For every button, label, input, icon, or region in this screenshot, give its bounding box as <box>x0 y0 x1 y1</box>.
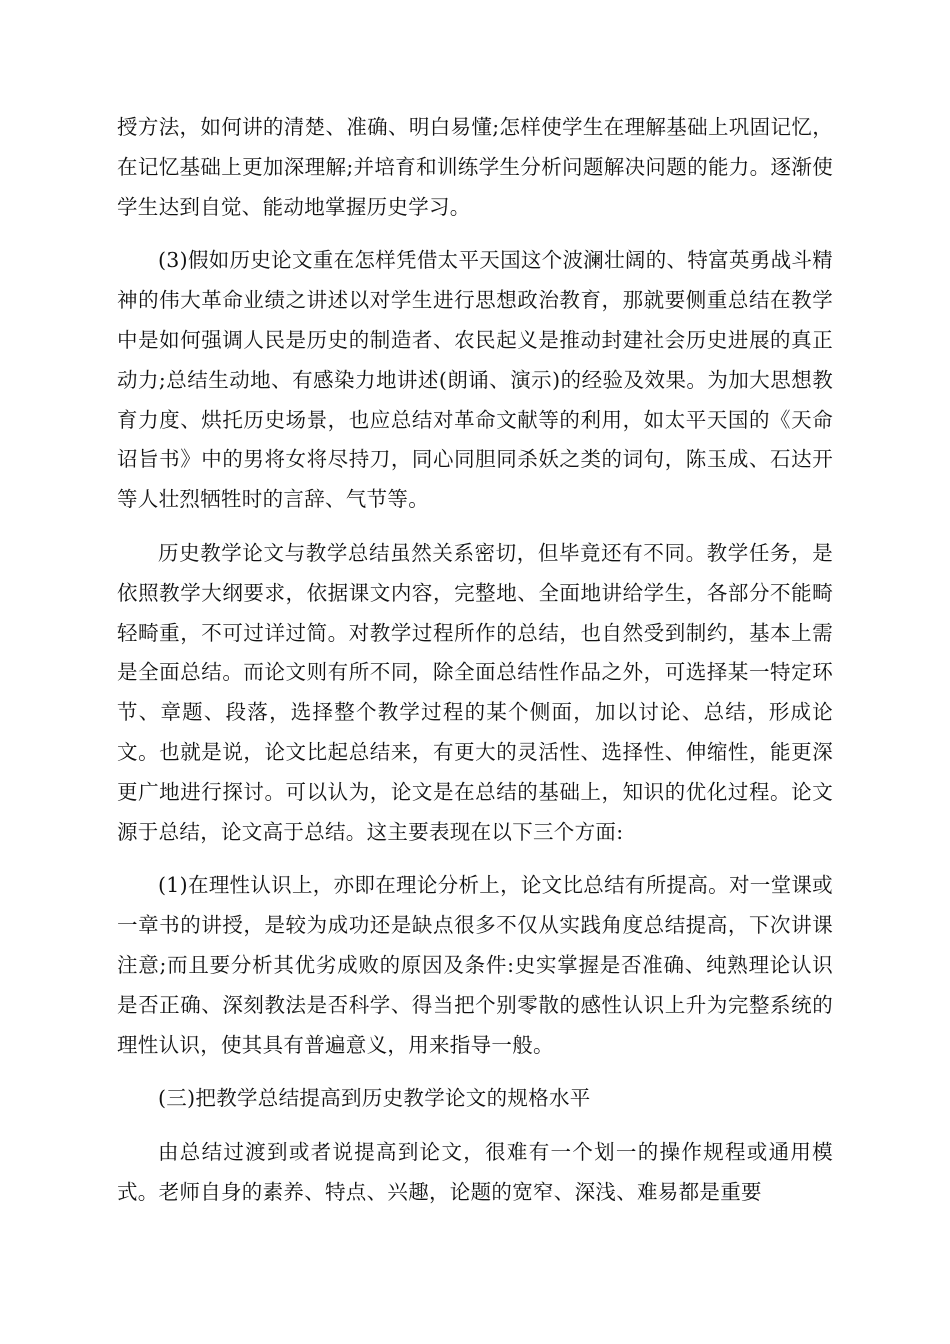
paragraph-transition: 由总结过渡到或者说提高到论文，很难有一个划一的操作规程或通用模式。老师自身的素养、特点、兴趣，论题的宽窄、深浅、难易都是重要 <box>117 1140 833 1204</box>
paragraph-teaching-methods: 授方法，如何讲的清楚、准确、明白易懂;怎样使学生在理解基础上巩固记忆，在记忆基础上更加深理解;并培育和训练学生分析问题解决问题的能力。逐渐使学生达到自觉、能动地掌握历史学习。 <box>117 115 833 219</box>
paragraph-point-3-taiping: (3)假如历史论文重在怎样凭借太平天国这个波澜壮阔的、特富英勇战斗精神的伟大革命业绩之讲述以对学生进行思想政治教育，那就要侧重总结在教学中是如何强调人民是历史的制造者、农民起义是推动封建社会历史进展的真正动力;总结生动地、有感染力地讲述(朗诵、演示)的经验及效果。为加大思想教育力度、烘托历史场景，也应总结对革命文献等的利用，如太平天国的《天命诏旨书》中的男将女将尽持刀，同心同胆同杀妖之类的词句，陈玉成、石达开等人壮烈牺牲时的言辞、气节等。 <box>117 248 833 512</box>
paragraph-point-1-rational: (1)在理性认识上，亦即在理论分析上，论文比总结有所提高。对一堂课或一章书的讲授，是较为成功还是缺点很多不仅从实践角度总结提高，下次讲课注意;而且要分析其优劣成败的原因及条件:史实掌握是否准确、纯熟理论认识是否正确、深刻教法是否科学、得当把个别零散的感性认识上升为完整系统的理性认识，使其具有普遍意义，用来指导一般。 <box>117 873 833 1057</box>
document-body <box>117 108 833 1227</box>
section-heading-3: (三)把教学总结提高到历史教学论文的规格水平 <box>158 1086 591 1111</box>
paragraph-thesis-vs-summary: 历史教学论文与教学总结虽然关系密切，但毕竟还有不同。教学任务，是依照教学大纲要求，依据课文内容，完整地、全面地讲给学生，各部分不能畸轻畸重，不可过详过简。对教学过程所作的总结，也自然受到制约，基本上需是全面总结。而论文则有所不同，除全面总结性作品之外，可选择某一特定环节、章题、段落，选择整个教学过程的某个侧面，加以讨论、总结，形成论文。也就是说，论文比起总结来，有更大的灵活性、选择性、伸缩性，能更深更广地进行探讨。可以认为，论文是在总结的基础上，知识的优化过程。论文源于总结，论文高于总结。这主要表现在以下三个方面: <box>117 540 833 844</box>
